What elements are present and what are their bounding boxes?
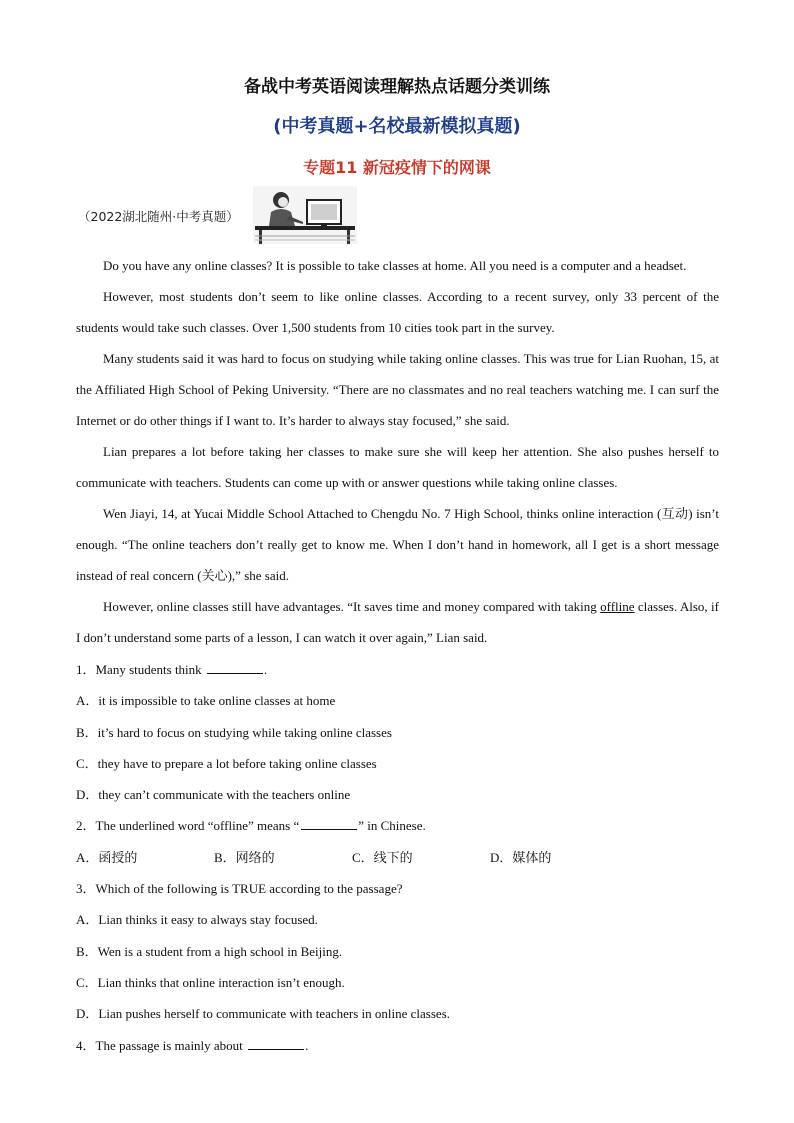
topic-heading: 专题11 新冠疫情下的网课 xyxy=(303,158,491,177)
passage-paragraph-5: Wen Jiayi, 14, at Yucai Middle School Attached to Chengdu No. 7 High School, thinks online interaction (互动) isn’t enough. “The online teachers don’t really get to know me. When I don’t hand in homework, all I get is a short message instead of real concern (关心),” she said. xyxy=(76,506,719,583)
passage-paragraph-3: Many students said it was hard to focus on studying while taking online classes. This was true for Lian Ruohan, 15, at the Affiliated High School of Peking University. “There are no classmates and no real teachers watching me. I can surf the Internet or do other things if I want to. It’s harder to always stay focused,” she said. xyxy=(76,351,719,428)
question-2-stem xyxy=(76,810,719,841)
answer-blank xyxy=(248,1036,304,1050)
paragraph-6-text-before: However, online classes still have advantages. “It saves time and money compared with taking xyxy=(103,599,601,614)
question-1-option-d[interactable]: D．they can’t communicate with the teachers online xyxy=(76,787,351,803)
question-4-text: 4．The passage is mainly about xyxy=(76,1037,247,1053)
question-2-options xyxy=(76,842,719,873)
questions-section xyxy=(76,654,719,1061)
question-2-option-b[interactable]: B．网络的 xyxy=(214,849,275,865)
answer-blank xyxy=(301,816,357,830)
passage-paragraph-4: Lian prepares a lot before taking her classes to make sure she will keep her attention. She also pushes herself to communicate with teachers. Students can come up with or answer questions while taking online classes. xyxy=(76,444,719,490)
paragraph-6-text-after: classes. Also, if I don’t understand some parts of a lesson, I can watch it over again,” Lian said. xyxy=(76,599,719,645)
question-1-end: . xyxy=(263,662,268,677)
passage-paragraph-6 xyxy=(76,591,719,653)
question-3-stem: 3．Which of the following is TRUE according to the passage? xyxy=(76,881,403,897)
student-at-computer-illustration xyxy=(253,186,357,244)
question-2-option-d[interactable]: D．媒体的 xyxy=(490,849,552,865)
question-1-option-c[interactable]: C．they have to prepare a lot before taking online classes xyxy=(76,755,377,771)
passage-paragraph-2: However, most students don’t seem to like online classes. According to a recent survey, only 33 percent of the students would take such classes. Over 1,500 students from 10 cities took part in the survey. xyxy=(76,289,719,335)
document-subtitle: (中考真题+名校最新模拟真题) xyxy=(273,116,521,137)
question-2-option-a[interactable]: A．函授的 xyxy=(76,849,138,865)
question-3-option-b[interactable]: B．Wen is a student from a high school in Beijing. xyxy=(76,943,343,959)
question-2-option-c[interactable]: C．线下的 xyxy=(352,849,413,865)
question-3-option-c[interactable]: C．Lian thinks that online interaction isn’t enough. xyxy=(76,974,345,990)
underlined-word-offline: offline xyxy=(600,599,635,614)
question-4-stem xyxy=(76,1030,719,1061)
question-1-stem xyxy=(76,654,719,685)
question-2-end: ” in Chinese. xyxy=(358,818,426,834)
document-title: 备战中考英语阅读理解热点话题分类训练 xyxy=(244,77,550,97)
reading-passage xyxy=(76,250,719,653)
answer-blank xyxy=(207,660,263,674)
source-label: （2022湖北随州·中考真题） xyxy=(78,209,239,224)
question-2-text: 2．The underlined word “offline” means “ xyxy=(76,818,300,834)
question-1-option-a[interactable]: A．it is impossible to take online classes at home xyxy=(76,693,336,709)
question-3-option-a[interactable]: A．Lian thinks it easy to always stay focused. xyxy=(76,912,318,928)
question-1-option-b[interactable]: B．it’s hard to focus on studying while taking online classes xyxy=(76,724,392,740)
question-3-option-d[interactable]: D．Lian pushes herself to communicate with teachers in online classes. xyxy=(76,1006,451,1022)
question-1-text: 1．Many students think xyxy=(76,662,205,677)
question-4-end: . xyxy=(305,1037,309,1053)
passage-paragraph-1: Do you have any online classes? It is possible to take classes at home. All you need is a computer and a headset. xyxy=(103,258,687,273)
